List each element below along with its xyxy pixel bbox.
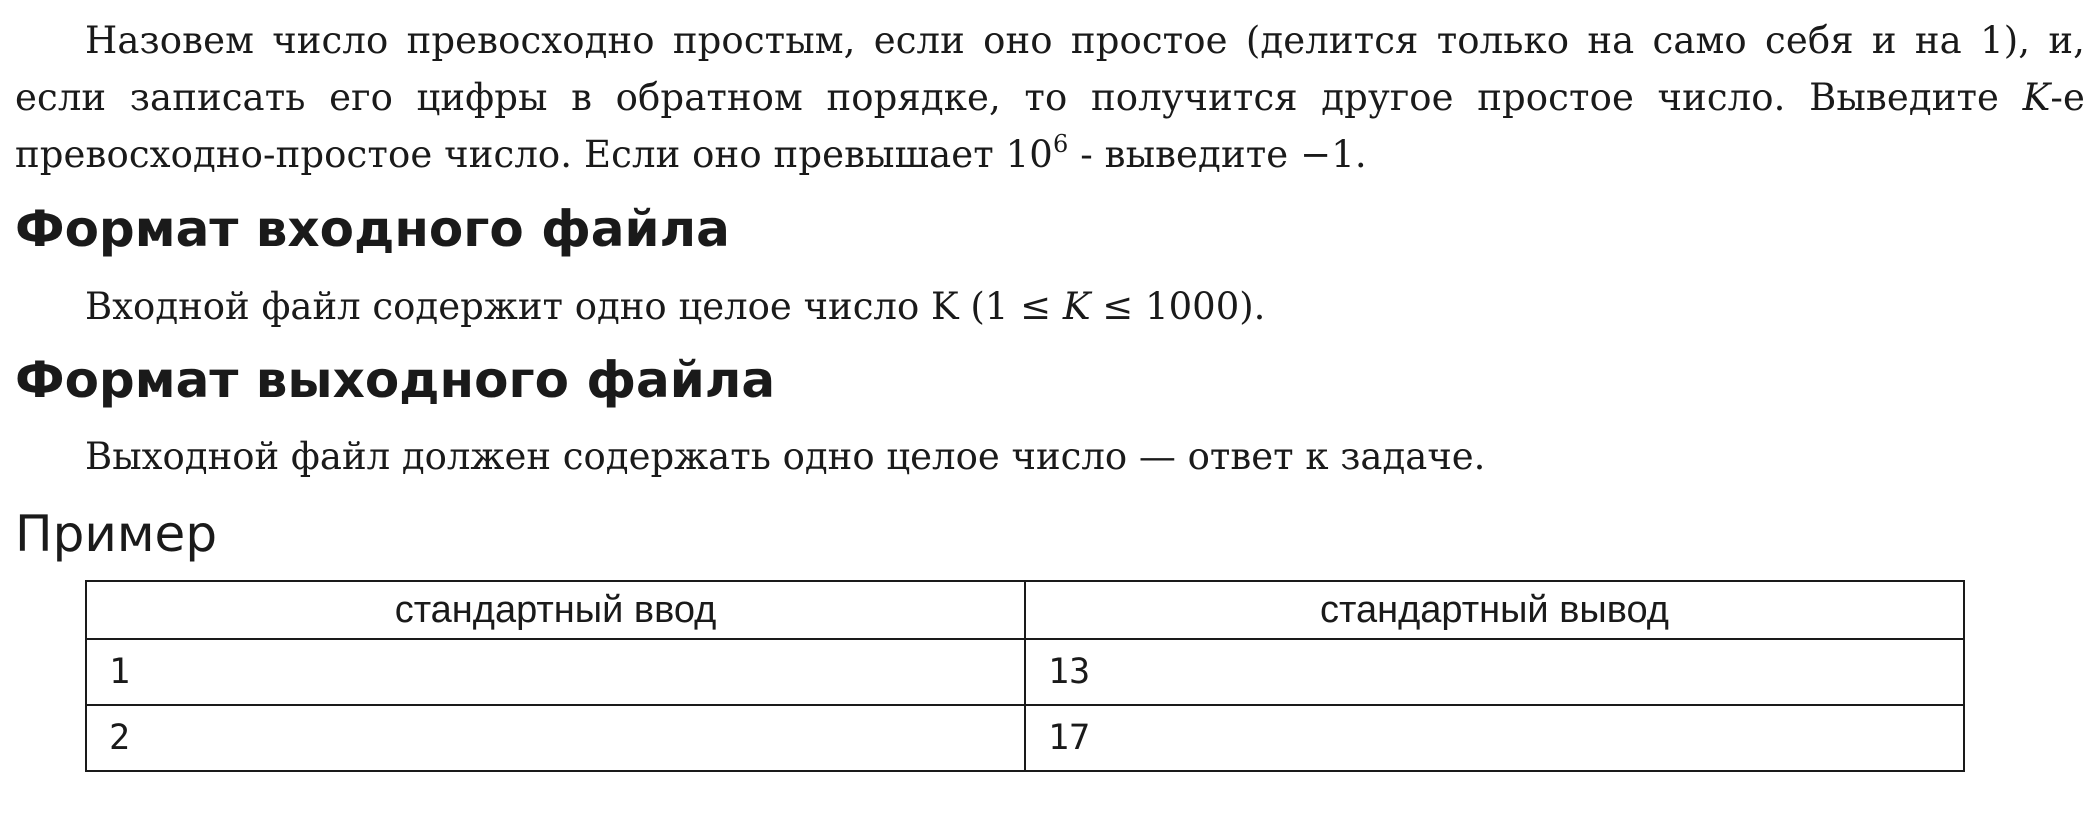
statement-text-1: Назовем число превосходно простым, если оно простое (делится только на само себя и на 1), и, если записать его цифры в обратном порядке, то получится другое простое число. Выведите [15, 19, 2085, 119]
statement-k-variable: K [2022, 76, 2051, 119]
input-text-after: ≤ 1000). [1090, 285, 1266, 328]
example-input-cell: 1 [86, 639, 1025, 705]
example-output-cell: 17 [1025, 705, 1964, 771]
table-row [86, 639, 1964, 705]
column-header-input: стандартный ввод [86, 581, 1025, 639]
output-format-heading: Формат выходного файла [15, 351, 776, 409]
table-row [86, 705, 1964, 771]
problem-statement [0, 12, 2093, 183]
output-format-text: Выходной файл должен содержать одно целое число — ответ к задаче. [85, 435, 1486, 478]
statement-power-exponent: 6 [1052, 130, 1069, 158]
statement-power-base: 10 [1005, 133, 1053, 176]
statement-text-2: -е превосходно-простое число. Если оно превышает [15, 76, 2085, 176]
example-header-row [86, 581, 1964, 639]
example-input-cell: 2 [86, 705, 1025, 771]
input-k-variable: K [1062, 285, 1091, 328]
example-table [85, 580, 1965, 772]
example-output-cell: 13 [1025, 639, 1964, 705]
column-header-output: стандартный вывод [1025, 581, 1964, 639]
input-format-text [85, 278, 1265, 335]
input-format-heading: Формат входного файла [15, 200, 730, 258]
statement-text-3: - выведите −1. [1068, 133, 1367, 176]
input-text-before: Входной файл содержит одно целое число K (1 ≤ [85, 285, 1063, 328]
example-heading: Пример [15, 505, 218, 563]
